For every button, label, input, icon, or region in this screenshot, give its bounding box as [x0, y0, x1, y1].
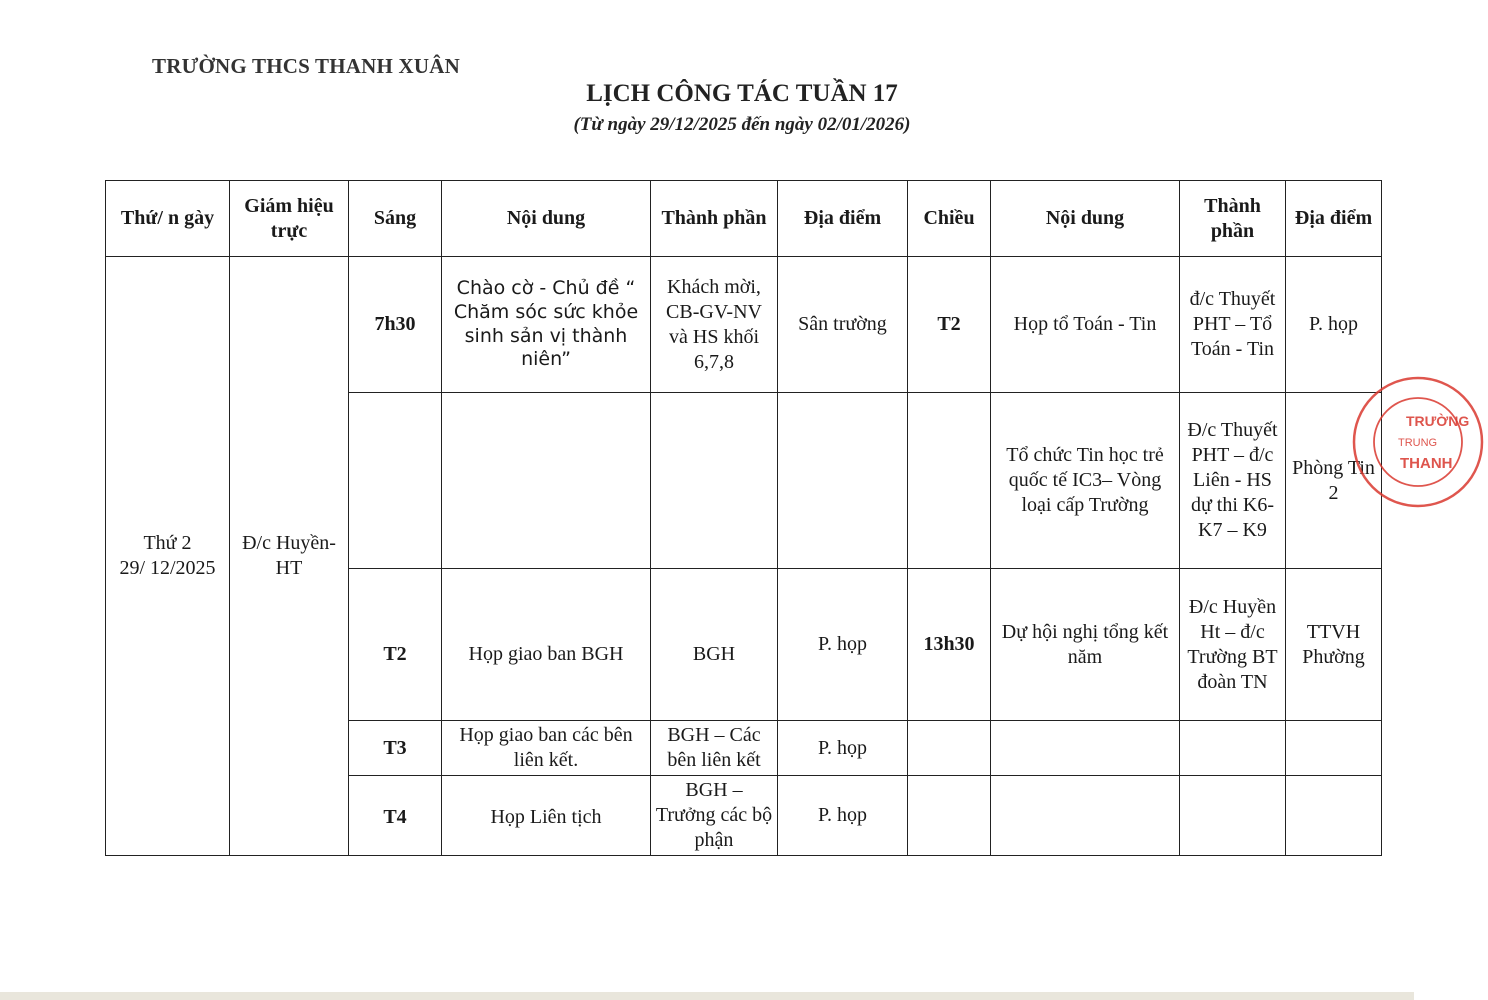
place-pm: Phòng Tin 2: [1286, 393, 1382, 569]
morning-time: T4: [349, 776, 442, 856]
morning-time: 7h30: [349, 257, 442, 393]
content-am: Họp giao ban BGH: [442, 569, 651, 721]
col-header-place-pm: Địa điểm: [1286, 181, 1382, 257]
place-am: P. họp: [778, 721, 908, 776]
day-label: Thứ 2: [143, 532, 192, 554]
col-header-members-am: Thành phần: [651, 181, 778, 257]
place-pm: P. họp: [1286, 257, 1382, 393]
members-am: BGH – Các bên liên kết: [651, 721, 778, 776]
svg-text:THANH: THANH: [1400, 455, 1453, 472]
svg-text:TRUNG: TRUNG: [1398, 437, 1438, 449]
afternoon-time: T2: [908, 257, 991, 393]
day-cell: [106, 257, 230, 856]
morning-time: T3: [349, 721, 442, 776]
place-pm: TTVH Phường: [1286, 569, 1382, 721]
members-am: Khách mời, CB-GV-NV và HS khối 6,7,8: [651, 257, 778, 393]
members-pm: Đ/c Thuyết PHT – đ/c Liên - HS dự thi K6-K7 – K9: [1180, 393, 1286, 569]
content-pm: [991, 776, 1180, 856]
place-am: [778, 393, 908, 569]
content-pm: Tổ chức Tin học trẻ quốc tế IC3– Vòng loại cấp Trường: [991, 393, 1180, 569]
members-am: [651, 393, 778, 569]
col-header-day: Thứ/ n gày: [106, 181, 230, 257]
col-header-content-am: Nội dung: [442, 181, 651, 257]
place-pm: [1286, 721, 1382, 776]
col-header-morning: Sáng: [349, 181, 442, 257]
content-am: Chào cờ - Chủ đề “ Chăm sóc sức khỏe sinh sản vị thành niên”: [442, 257, 651, 393]
morning-time: T2: [349, 569, 442, 721]
morning-time: [349, 393, 442, 569]
members-am: BGH – Trưởng các bộ phận: [651, 776, 778, 856]
school-name: TRƯỜNG THCS THANH XUÂN: [152, 54, 460, 78]
header-row: [106, 181, 1382, 257]
afternoon-time: [908, 393, 991, 569]
place-am: Sân trường: [778, 257, 908, 393]
school-seal: [1348, 372, 1488, 512]
members-pm: [1180, 776, 1286, 856]
table-row: [106, 257, 1382, 393]
place-am: P. họp: [778, 569, 908, 721]
day-date: 29/ 12/2025: [119, 557, 216, 579]
duty-cell: Đ/c Huyền- HT: [230, 257, 349, 856]
col-header-duty: Giám hiệu trực: [230, 181, 349, 257]
members-am: BGH: [651, 569, 778, 721]
col-header-afternoon: Chiều: [908, 181, 991, 257]
col-header-content-pm: Nội dung: [991, 181, 1180, 257]
afternoon-time: 13h30: [908, 569, 991, 721]
page-title: LỊCH CÔNG TÁC TUẦN 17: [586, 80, 898, 107]
content-pm: [991, 721, 1180, 776]
content-am: Họp giao ban các bên liên kết.: [442, 721, 651, 776]
date-range: (Từ ngày 29/12/2025 đến ngày 02/01/2026): [573, 114, 911, 135]
col-header-members-pm: Thành phần: [1180, 181, 1286, 257]
content-pm: Dự hội nghị tổng kết năm: [991, 569, 1180, 721]
svg-text:TRƯỜNG: TRƯỜNG: [1406, 413, 1470, 429]
members-pm: [1180, 721, 1286, 776]
afternoon-time: [908, 721, 991, 776]
content-am: Họp Liên tịch: [442, 776, 651, 856]
place-am: P. họp: [778, 776, 908, 856]
content-am: [442, 393, 651, 569]
place-pm: [1286, 776, 1382, 856]
schedule-table: [105, 180, 1382, 856]
members-pm: Đ/c Huyền Ht – đ/c Trường BT đoàn TN: [1180, 569, 1286, 721]
content-pm: Họp tổ Toán - Tin: [991, 257, 1180, 393]
afternoon-time: [908, 776, 991, 856]
col-header-place-am: Địa điểm: [778, 181, 908, 257]
scan-edge: [0, 992, 1414, 1000]
members-pm: đ/c Thuyết PHT – Tổ Toán - Tin: [1180, 257, 1286, 393]
